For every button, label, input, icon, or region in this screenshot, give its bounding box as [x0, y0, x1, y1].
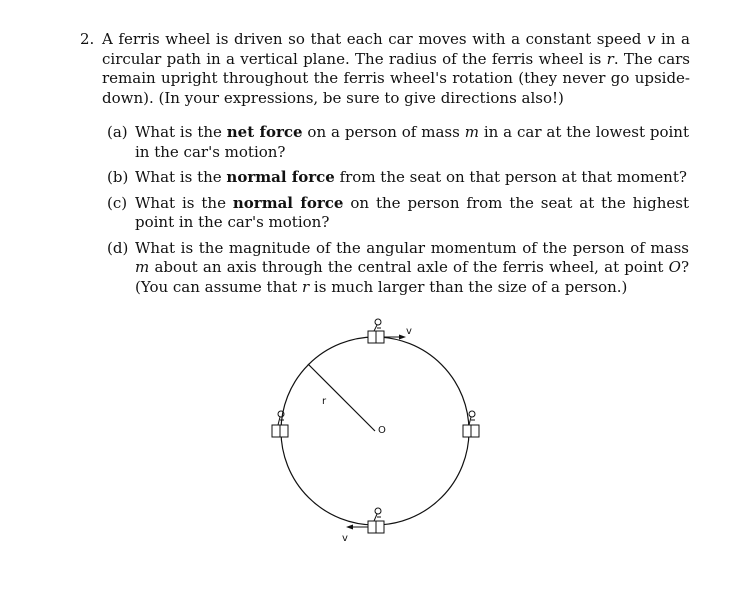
problem-number: 2.	[80, 30, 95, 48]
part-label: (b)	[107, 168, 129, 186]
car-right	[463, 411, 479, 437]
velocity-label-top: v	[406, 326, 412, 337]
car-bottom	[368, 508, 384, 533]
part-a: (a) What is the net force on a person of mass m in a car at the lowest point in the car's motion?	[107, 123, 689, 161]
person-icon	[375, 508, 381, 514]
person-icon	[469, 411, 475, 417]
car-left	[272, 411, 288, 437]
car-top	[368, 319, 384, 343]
part-label: (d)	[107, 238, 129, 257]
radius-line	[308, 364, 375, 431]
part-d: (d) What is the magnitude of the angular momentum of the person of mass m about an axis through the central axle of the ferris wheel, at point O? (You can assume that r is much larger than the size of a person.)	[107, 238, 689, 296]
arrowhead-icon	[399, 335, 406, 340]
radius-label: r	[322, 396, 327, 407]
part-label: (a)	[107, 123, 128, 141]
person-icon	[375, 319, 381, 325]
velocity-label-bottom: v	[342, 533, 348, 544]
part-b: (b) What is the normal force from the seat on that person at that moment?	[107, 168, 687, 186]
part-c: (c) What is the normal force on the person from the seat at the highest point in the car's motion?	[107, 193, 689, 231]
center-label: O	[378, 425, 386, 436]
problem-intro: A ferris wheel is driven so that each car moves with a constant speed v in a circular path in a vertical plane. The radius of the ferris wheel is r. The cars remain upright throughout the ferris wheel's rotation (they never go upside-down). (In your expressions, be sure to give directions also!)	[102, 30, 691, 107]
part-label: (c)	[107, 193, 128, 212]
arrowhead-icon	[346, 525, 353, 530]
